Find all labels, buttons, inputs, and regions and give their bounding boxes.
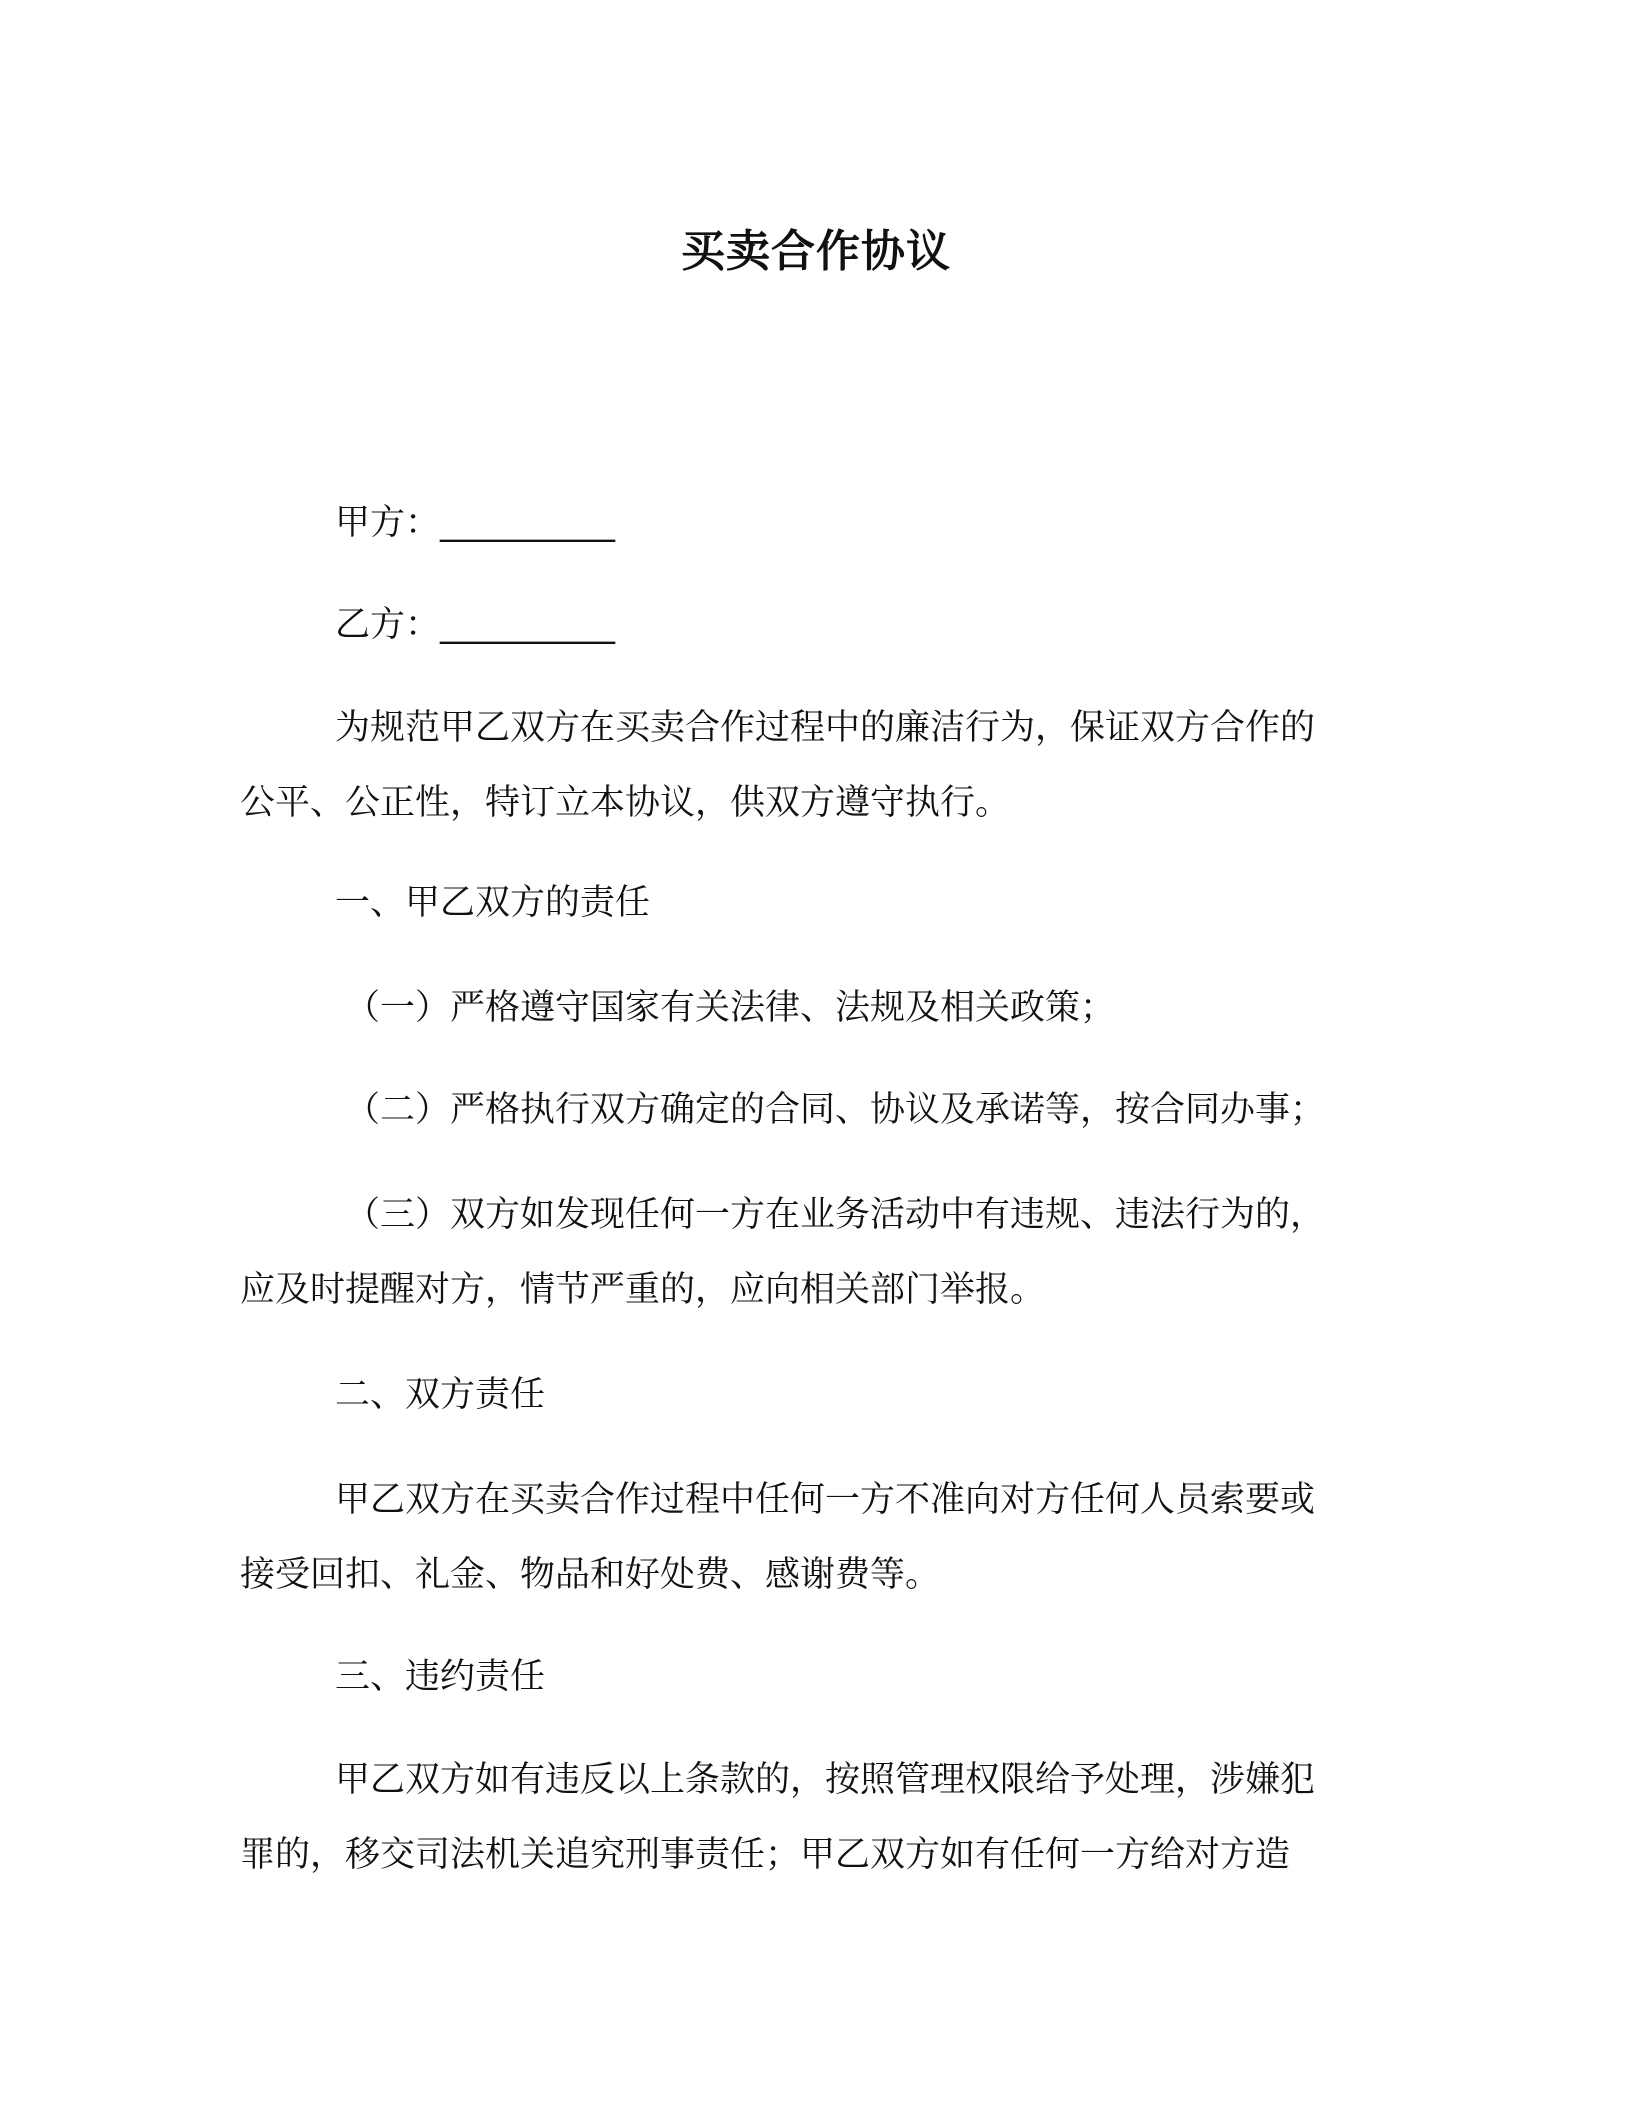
section2-body-line-1: 甲乙双方在买卖合作过程中任何一方不准向对方任何人员索要或	[335, 1480, 1316, 1520]
section3-heading: 三、违约责任	[335, 1657, 546, 1697]
section1-item2: （二）严格执行双方确定的合同、协议及承诺等，按合同办事；	[345, 1090, 1326, 1130]
section1-heading: 一、甲乙双方的责任	[335, 883, 651, 923]
party-b-line: 乙方：__________	[335, 605, 616, 645]
section3-body-line-2: 罪的，移交司法机关追究刑事责任；甲乙双方如有任何一方给对方造	[240, 1835, 1291, 1875]
document-title: 买卖合作协议	[681, 226, 951, 277]
section2-body-line-2: 接受回扣、礼金、物品和好处费、感谢费等。	[240, 1555, 941, 1595]
intro-line-1: 为规范甲乙双方在买卖合作过程中的廉洁行为，保证双方合作的	[335, 708, 1316, 748]
intro-line-2: 公平、公正性，特订立本协议，供双方遵守执行。	[240, 783, 1011, 823]
section1-item1: （一）严格遵守国家有关法律、法规及相关政策；	[345, 988, 1116, 1028]
section1-item3-line-1: （三）双方如发现任何一方在业务活动中有违规、违法行为的，	[345, 1195, 1326, 1235]
section2-heading: 二、双方责任	[335, 1375, 546, 1415]
section1-item3-line-2: 应及时提醒对方，情节严重的，应向相关部门举报。	[240, 1270, 1046, 1310]
section3-body-line-1: 甲乙双方如有违反以上条款的，按照管理权限给予处理，涉嫌犯	[335, 1760, 1316, 1800]
party-a-line: 甲方：__________	[335, 503, 616, 543]
